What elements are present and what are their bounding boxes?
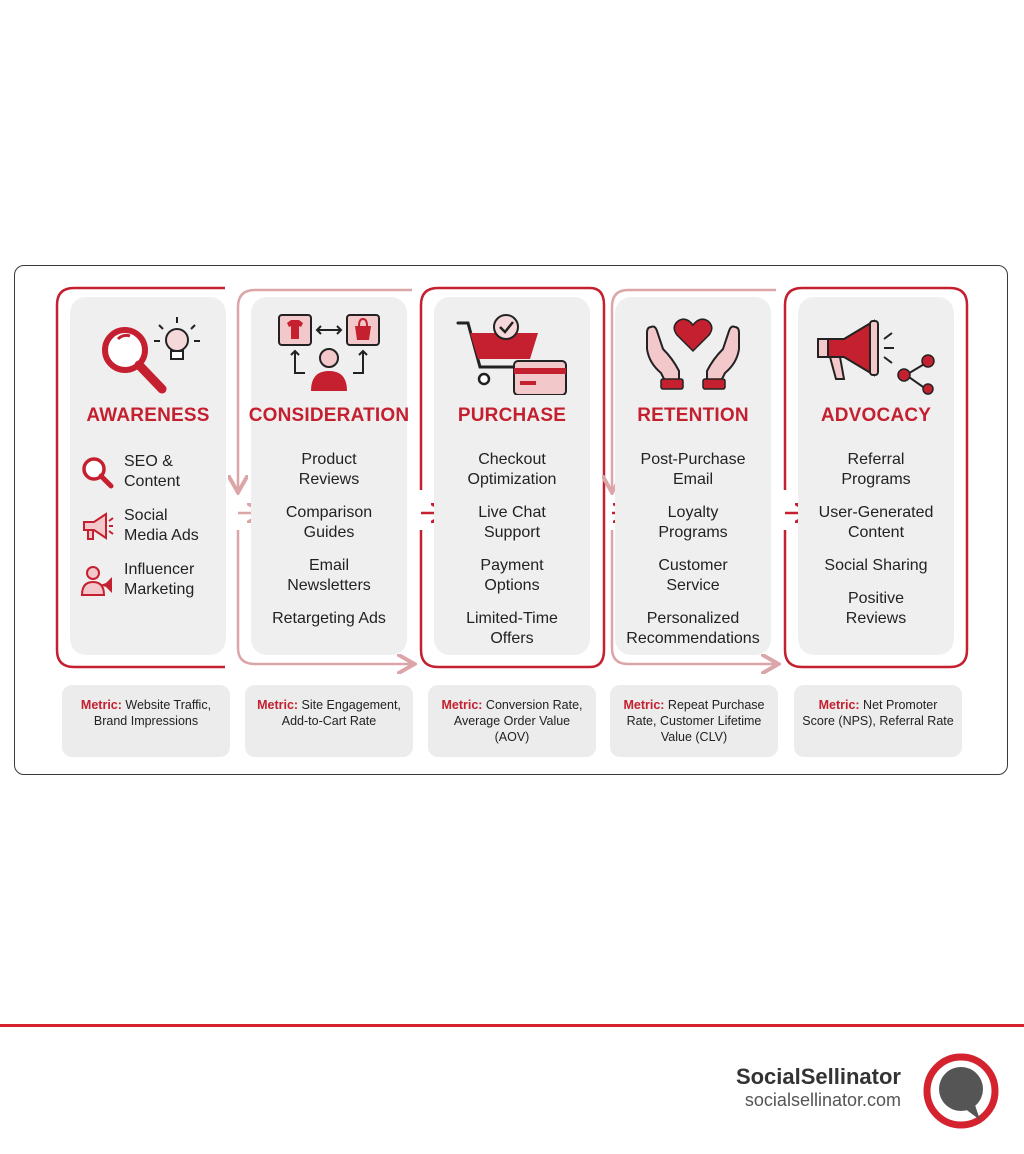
metric-label: Metric: xyxy=(80,698,122,712)
list-item: Payment Options xyxy=(480,557,544,594)
megaphone-share-icon xyxy=(798,309,954,395)
metric-text: Site Engagement, Add-to-Cart Rate xyxy=(281,698,401,728)
stage-advocacy xyxy=(798,297,954,655)
comparison-icon xyxy=(251,309,407,395)
metric-label: Metric: xyxy=(818,698,860,712)
stage-consideration xyxy=(248,297,410,655)
footer-divider xyxy=(0,1024,1024,1027)
metric-label: Metric: xyxy=(623,698,665,712)
list-item: Referral Programs xyxy=(841,451,911,488)
shopping-cart-icon xyxy=(434,309,590,395)
stage-awareness xyxy=(70,297,226,655)
list-item: Product Reviews xyxy=(298,451,360,488)
chat-bubble-logo xyxy=(922,1052,1000,1130)
brand-name: SocialSellinator xyxy=(735,1064,901,1089)
list-item: Customer Service xyxy=(658,557,728,594)
stage-title: RETENTION xyxy=(637,405,749,426)
megaphone-icon xyxy=(80,509,114,543)
metric-box-retention xyxy=(610,685,778,757)
metric-label: Metric: xyxy=(441,698,483,712)
metric-box-consideration xyxy=(245,685,413,757)
stage-title: ADVOCACY xyxy=(820,405,932,426)
brand-url: socialsellinator.com xyxy=(744,1090,901,1110)
list-item: Comparison Guides xyxy=(285,504,373,541)
list-item: Retargeting Ads xyxy=(272,610,386,627)
metric-box-advocacy xyxy=(794,685,962,757)
list-item: User-Generated Content xyxy=(818,504,934,541)
metric-label: Metric: xyxy=(257,698,299,712)
metric-box-purchase xyxy=(428,685,596,757)
list-item: Loyalty Programs xyxy=(658,504,728,541)
stage-title: PURCHASE xyxy=(457,405,567,426)
stage-items xyxy=(70,452,226,614)
magnifier-icon xyxy=(80,455,114,489)
list-item: Positive Reviews xyxy=(845,590,907,627)
influencer-icon xyxy=(80,563,114,597)
stage-items xyxy=(798,450,954,642)
heart-hands-icon xyxy=(615,309,771,395)
stage-title: CONSIDERATION xyxy=(248,405,410,426)
stage-purchase xyxy=(434,297,590,655)
metric-box-awareness xyxy=(62,685,230,757)
metric-text: Conversion Rate, Average Order Value (AOV) xyxy=(453,698,583,744)
item-label: Influencer Marketing xyxy=(124,561,195,598)
stage-title: AWARENESS xyxy=(86,405,210,426)
item-label: Social Media Ads xyxy=(124,507,199,544)
stage-items xyxy=(615,450,771,662)
list-item: Live Chat Support xyxy=(478,504,546,541)
list-item xyxy=(80,452,226,492)
stage-retention xyxy=(615,297,771,655)
list-item: Email Newsletters xyxy=(287,557,371,594)
metric-text: Net Promoter Score (NPS), Referral Rate xyxy=(802,698,954,728)
metric-text: Repeat Purchase Rate, Customer Lifetime Value (CLV) xyxy=(626,698,765,744)
list-item: Limited-Time Offers xyxy=(466,610,558,647)
metric-text: Website Traffic, Brand Impressions xyxy=(93,698,212,728)
list-item: Personalized Recommendations xyxy=(626,610,760,647)
list-item xyxy=(80,506,226,546)
list-item: Post-Purchase Email xyxy=(640,451,746,488)
magnifier-lightbulb-icon xyxy=(70,309,226,395)
list-item: Checkout Optimization xyxy=(467,451,557,488)
stage-items xyxy=(434,450,590,662)
stage-items xyxy=(251,450,407,642)
list-item xyxy=(80,560,226,600)
list-item: Social Sharing xyxy=(824,557,928,574)
item-label: SEO & Content xyxy=(124,453,181,490)
